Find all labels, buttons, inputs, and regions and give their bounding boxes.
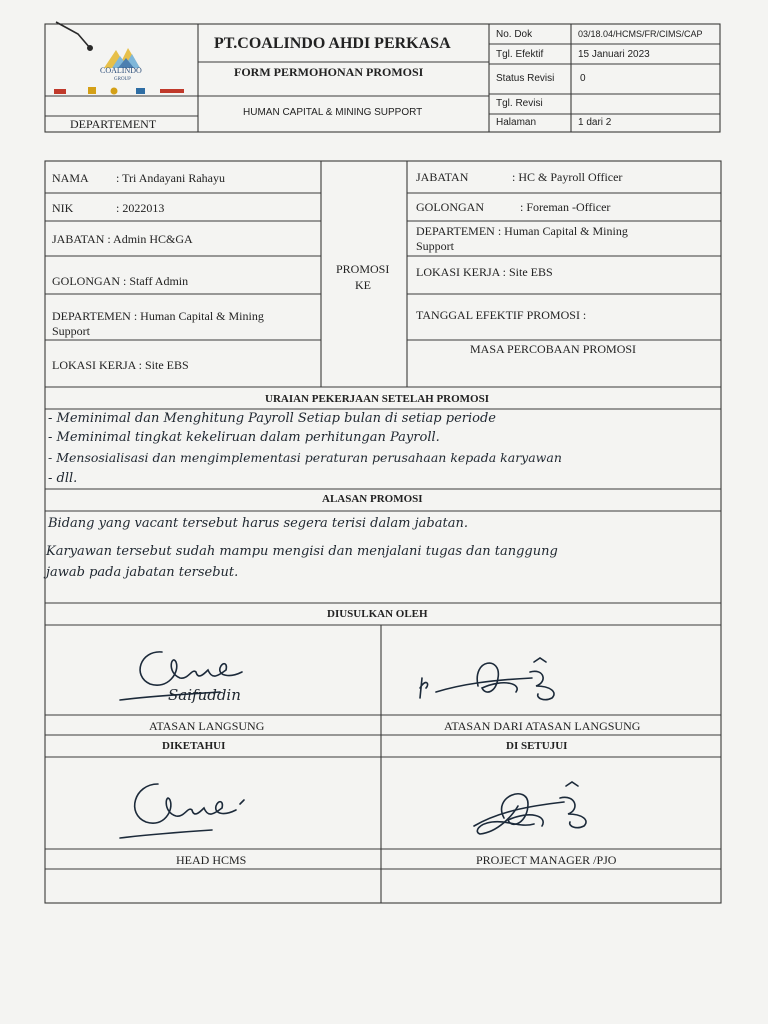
meta-value-nodok: 03/18.04/HCMS/FR/CIMS/CAP	[578, 29, 703, 39]
meta-label-nodok: No. Dok	[496, 29, 533, 40]
target-jabatan-label: JABATAN	[416, 170, 469, 184]
target-tanggal-efektif: TANGGAL EFEKTIF PROMOSI :	[416, 308, 587, 322]
current-lokasi: LOKASI KERJA : Site EBS	[52, 358, 189, 372]
meta-label-tgl-efektif: Tgl. Efektif	[496, 49, 544, 60]
promosi-label: PROMOSI	[336, 262, 390, 276]
meta-label-halaman: Halaman	[496, 117, 537, 128]
head-hcms-label: HEAD HCMS	[176, 853, 247, 867]
uraian-line-4: - dll.	[48, 471, 78, 486]
atasan-dari-atasan-label: ATASAN DARI ATASAN LANGSUNG	[444, 719, 641, 733]
logo-text: COALINDO	[100, 66, 142, 75]
uraian-line-2: - Meminimal tingkat kekeliruan dalam perhitungan Payroll.	[48, 430, 440, 445]
meta-label-tgl-revisi: Tgl. Revisi	[496, 98, 543, 109]
target-lokasi: LOKASI KERJA : Site EBS	[416, 265, 553, 279]
disetujui-title: DI SETUJUI	[506, 740, 568, 752]
target-departemen-line1: DEPARTEMEN : Human Capital & Mining	[416, 224, 628, 238]
target-golongan-label: GOLONGAN	[416, 200, 484, 214]
logo-subtext: GROUP	[114, 77, 131, 82]
alasan-line-2: Karyawan tersebut sudah mampu mengisi dan menjalani tugas dan tanggung	[46, 544, 558, 559]
promosi-ke-label: KE	[355, 278, 371, 292]
current-golongan: GOLONGAN : Staff Admin	[52, 274, 189, 288]
alasan-line-1: Bidang yang vacant tersebut harus segera terisi dalam jabatan.	[48, 516, 468, 531]
meta-value-halaman: 1 dari 2	[578, 117, 612, 128]
meta-value-status-revisi: 0	[580, 73, 586, 84]
diusulkan-title: DIUSULKAN OLEH	[327, 608, 428, 620]
nik-label: NIK	[52, 201, 74, 215]
signature-project-manager	[468, 776, 608, 846]
signature-head-hcms	[112, 770, 262, 846]
form-title: FORM PERMOHONAN PROMOSI	[234, 65, 424, 79]
signature-atasan-dari-atasan	[412, 648, 572, 712]
current-jabatan: JABATAN : Admin HC&GA	[52, 232, 193, 246]
target-golongan-value: : Foreman -Officer	[520, 200, 611, 214]
atasan-langsung-label: ATASAN LANGSUNG	[149, 719, 265, 733]
current-departemen-line2: Support	[52, 324, 91, 338]
meta-label-status-revisi: Status Revisi	[496, 73, 555, 84]
target-departemen-line2: Support	[416, 239, 455, 253]
uraian-title: URAIAN PEKERJAAN SETELAH PROMOSI	[265, 393, 489, 405]
nama-value: : Tri Andayani Rahayu	[116, 171, 226, 185]
uraian-line-1: - Meminimal dan Menghitung Payroll Setiap bulan di setiap periode	[48, 411, 496, 426]
nik-value: : 2022013	[116, 201, 165, 215]
target-jabatan-value: : HC & Payroll Officer	[512, 170, 623, 184]
project-manager-label: PROJECT MANAGER /PJO	[476, 853, 617, 867]
alasan-title: ALASAN PROMOSI	[322, 493, 423, 505]
diketahui-title: DIKETAHUI	[162, 740, 226, 752]
department-name: HUMAN CAPITAL & MINING SUPPORT	[243, 107, 423, 118]
current-departemen-line1: DEPARTEMEN : Human Capital & Mining	[52, 309, 264, 323]
company-name: PT.COALINDO AHDI PERKASA	[214, 35, 451, 52]
department-label: DEPARTEMENT	[70, 117, 157, 131]
uraian-line-3: - Mensosialisasi dan mengimplementasi peraturan perusahaan kepada karyawan	[48, 450, 562, 465]
affiliate-logos	[52, 84, 192, 98]
target-masa-percobaan: MASA PERCOBAAN PROMOSI	[470, 342, 637, 356]
nama-label: NAMA	[52, 171, 89, 185]
alasan-line-3: jawab pada jabatan tersebut.	[46, 565, 239, 580]
atasan-handwritten-name: Saifuddin	[168, 686, 241, 704]
meta-value-tgl-efektif: 15 Januari 2023	[578, 49, 650, 60]
